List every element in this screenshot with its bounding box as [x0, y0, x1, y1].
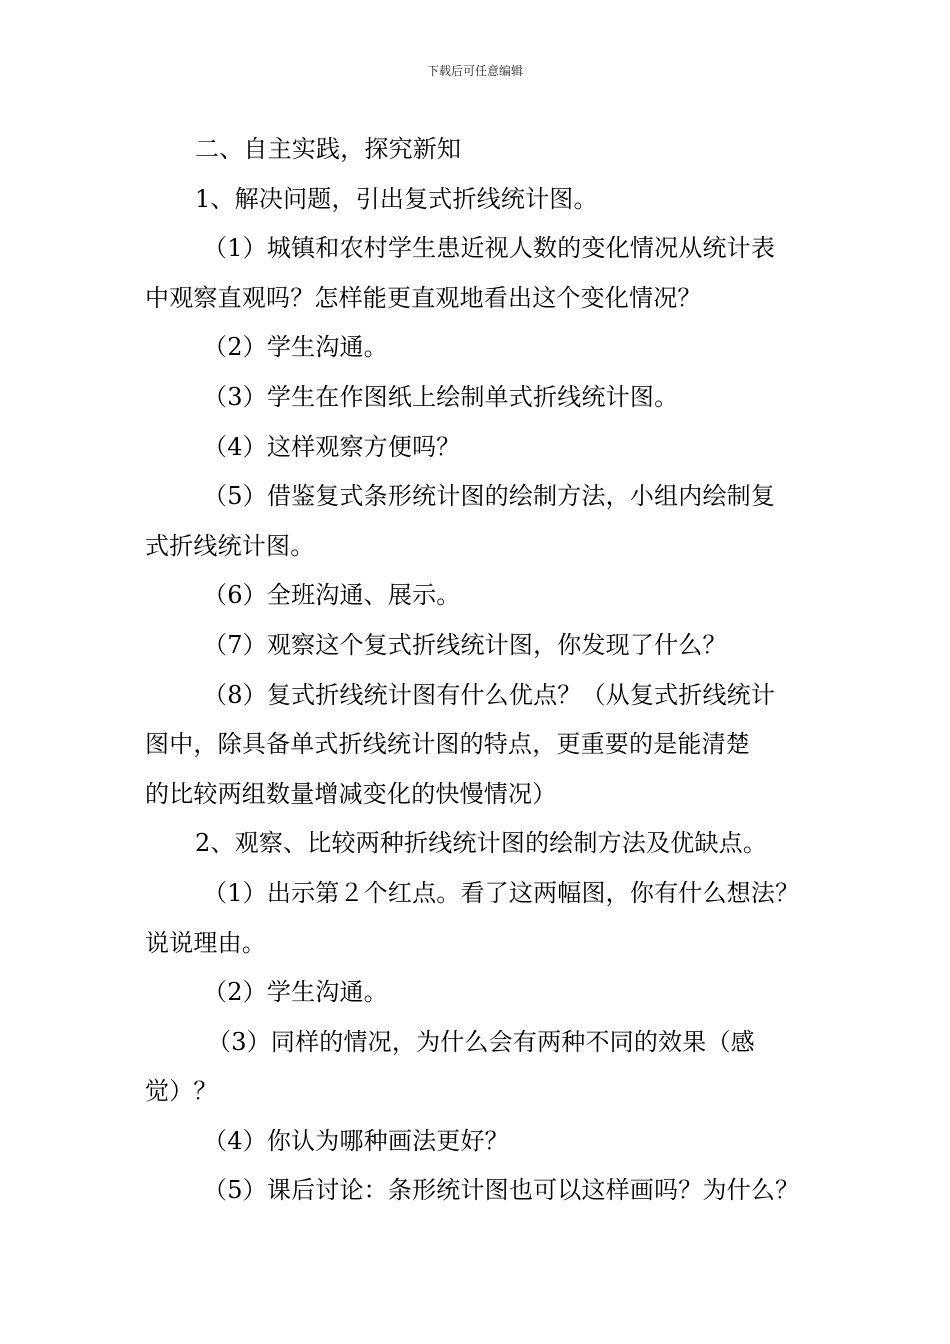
paragraph-line: （5）借鉴复式条形统计图的绘制方法，小组内绘制复	[203, 482, 776, 511]
paragraph-line: 式折线统计图。	[145, 531, 315, 560]
paragraph-line: （1）城镇和农村学生患近视人数的变化情况从统计表	[203, 234, 776, 263]
subsection-heading: 2、观察、比较两种折线统计图的绘制方法及优缺点。	[195, 829, 768, 858]
document-body	[145, 125, 810, 1216]
paragraph-line: （2）学生沟通。	[203, 978, 388, 1007]
paragraph-line: （3）学生在作图纸上绘制单式折线统计图。	[203, 382, 679, 411]
section-heading: 二、自主实践，探究新知	[195, 135, 462, 163]
paragraph-line: （3）同样的情况，为什么会有两种不同的效果（感	[207, 1027, 755, 1056]
paragraph-line: （5）课后讨论：条形统计图也可以这样画吗？为什么？	[203, 1176, 800, 1205]
paragraph-line: （6）全班沟通、展示。	[203, 581, 461, 610]
paragraph-line: （1）出示第２个红点。看了这两幅图，你有什么想法？	[203, 878, 800, 907]
paragraph-line: 说说理由。	[145, 928, 266, 957]
subsection-heading: 1、解决问题，引出复式折线统计图。	[195, 184, 598, 213]
page-header: 下载后可任意编辑	[426, 64, 523, 78]
paragraph-line: （4）你认为哪种画法更好？	[203, 1126, 509, 1155]
paragraph-line: 的比较两组数量增减变化的快慢情况）	[145, 779, 557, 808]
paragraph-line: 中观察直观吗？怎样能更直观地看出这个变化情况？	[145, 283, 702, 312]
paragraph-line: 觉）？	[145, 1077, 218, 1106]
paragraph-line: 图中，除具备单式折线统计图的特点，更重要的是能清楚	[145, 730, 750, 759]
paragraph-line: （8）复式折线统计图有什么优点？（从复式折线统计	[203, 680, 776, 709]
paragraph-line: （2）学生沟通。	[203, 333, 388, 362]
paragraph-line: （7）观察这个复式折线统计图，你发现了什么？	[203, 630, 727, 659]
paragraph-line: （4）这样观察方便吗？	[203, 432, 461, 461]
